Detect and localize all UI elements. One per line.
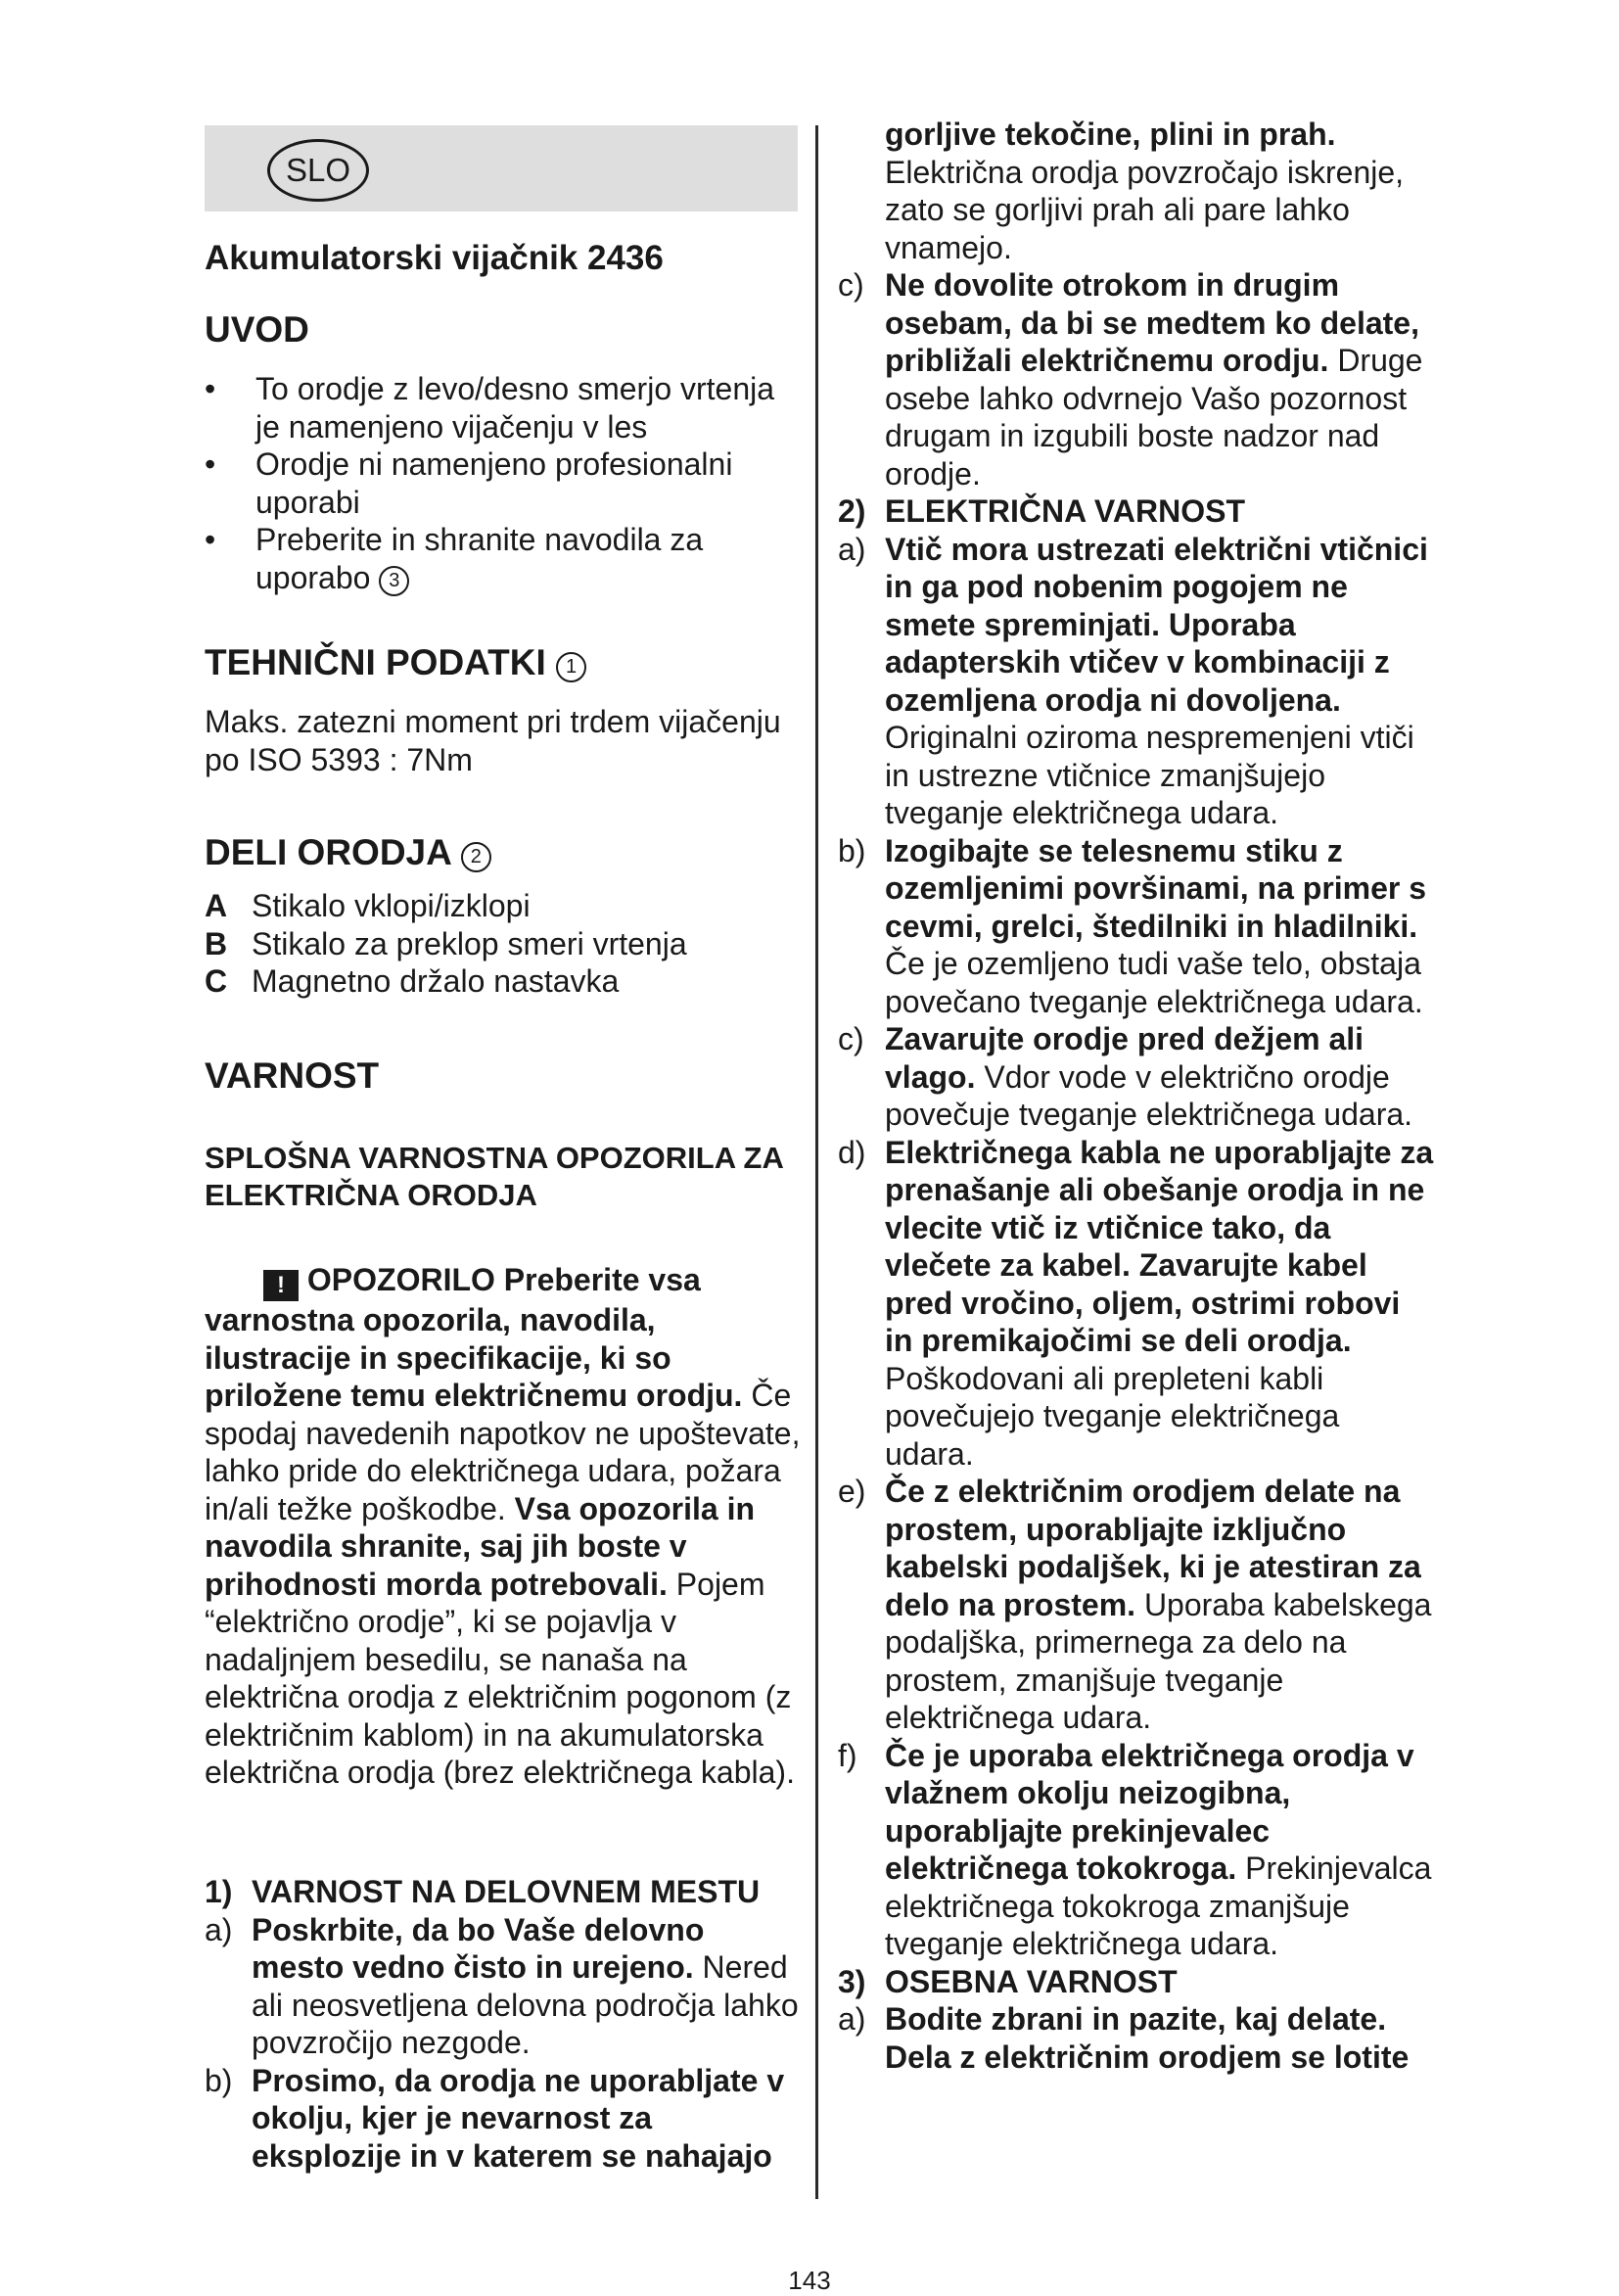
list-item: a) Bodite zbrani in pazite, kaj delate. Dela z električnim orodjem se lotite bbox=[838, 2001, 1410, 2075]
parts-heading: DELI ORODJA 2 bbox=[205, 832, 491, 873]
list-item: • Orodje ni namenjeno profesionalni uporabi bbox=[205, 446, 733, 520]
list-item: e) Če z električnim orodjem delate na prostem, uporabljajte izključno kabelski podaljšek, ki je atestiran za delo na prostem. Uporaba kabelskega podaljška, primernega za delo na prostem, zmanjšuje tveganje električnega udara. bbox=[838, 1474, 1432, 1735]
language-code-badge: SLO bbox=[267, 139, 369, 202]
warning-triangle-icon: ! bbox=[263, 1270, 299, 1301]
general-warning: ! OPOZORILO Preberite vsa varnostna opozorila, navodila, ilustracije in specifikacije, ki so priložene temu električnemu orodju. Če spodaj navedenih napotkov ne upoštevate, lahko pride do električnega udara, požara in/ali težke poškodbe. Vsa opozorila in navodila shranite, saj jih boste v prihodnosti morda potrebovali. Pojem “električno orodje”, ki se pojavlja v nadaljnjem besedilu, se nanaša na električna orodja z električnim pogonom (z električnim kablom) in na akumulatorska električna orodja (brez električnega kabla). bbox=[205, 1262, 801, 1790]
list-item: a) Poskrbite, da bo Vaše delovno mesto vedno čisto in urejeno. Nered ali neosvetljena delovna področja lahko povzročijo nezgode. bbox=[205, 1911, 799, 2060]
product-title: Akumulatorski vijačnik 2436 bbox=[205, 239, 664, 277]
safety-heading: VARNOST bbox=[205, 1055, 380, 1096]
list-item: c) Zavarujte orodje pred dežjem ali vlago. Vdor vode v električno orodje povečuje tveganje električnega udara. bbox=[838, 1021, 1413, 1132]
list-item: A Stikalo vklopi/izklopi bbox=[205, 888, 531, 923]
list-item: a) Vtič mora ustrezati električni vtičnici in ga pod nobenim pogojem ne smete spreminjati. Uporaba adapterskih vtičev v kombinaciji z ozemljena orodja ni dovoljena. Originalni oziroma nespremenjeni vtiči in ustrezne vtičnice zmanjšujejo tveganje električnega udara. bbox=[838, 531, 1428, 830]
safety-subheading: SPLOŠNA VARNOSTNA OPOZORILA ZA ELEKTRIČNA ORODJA bbox=[205, 1141, 783, 1212]
column-divider bbox=[815, 125, 818, 2199]
tech-heading: TEHNIČNI PODATKI 1 bbox=[205, 642, 586, 683]
list-item: b) Izogibajte se telesnemu stiku z ozemljenimi površinami, na primer s cevmi, grelci, štedilniki in hladilniki. Če je ozemljeno tudi vaše telo, obstaja povečano tveganje električnega udara. bbox=[838, 832, 1427, 1019]
section-heading: 2) ELEKTRIČNA VARNOST bbox=[838, 493, 1245, 529]
section-heading: 1) VARNOST NA DELOVNEM MESTU bbox=[205, 1874, 761, 1909]
right-column-text bbox=[838, 116, 1435, 2076]
list-item: d) Električnega kabla ne uporabljajte za prenašanje ali obešanje orodja in ne vlecite vtič iz vtičnice tako, da vlečete za kabel. Zavarujte kabel pred vročino, oljem, ostrimi robovi in premikajočimi se deli orodja. Poškodovani ali prepleteni kabli povečujejo tveganje električnega udara. bbox=[838, 1134, 1434, 1472]
list-item: • To orodje z levo/desno smerjo vrtenja je namenjeno vijačenju v les bbox=[205, 371, 775, 445]
list-item: f) Če je uporaba električnega orodja v vlažnem okolju neizogibna, uporabljajte prekinjevalec električnega tokokroga. Prekinjevalca električnega tokokroga zmanjšuje tveganje električnega udara. bbox=[838, 1737, 1432, 1961]
list-item: C Magnetno držalo nastavka bbox=[205, 963, 620, 999]
intro-heading: UVOD bbox=[205, 309, 309, 350]
workplace-section bbox=[205, 1873, 802, 2175]
intro-bullet-list bbox=[205, 370, 802, 596]
list-item: c) Ne dovolite otrokom in drugim osebam, da bi se medtem ko delate, približali električnemu orodju. Druge osebe lahko odvrnejo Vašo pozornost drugam in izgubili boste nadzor nad orodje. bbox=[838, 267, 1423, 492]
tech-spec-text: Maks. zatezni moment pri trdem vijačenju po ISO 5393 : 7Nm bbox=[205, 704, 781, 777]
figure-ref-3: 3 bbox=[379, 566, 409, 596]
list-item: B Stikalo za preklop smeri vrtenja bbox=[205, 925, 687, 961]
section-heading: 3) OSEBNA VARNOST bbox=[838, 1963, 1178, 1999]
page-number: 143 bbox=[788, 2266, 831, 2295]
list-item: b) Prosimo, da orodja ne uporabljate v okolju, kjer je nevarnost za eksplozije in v katerem se nahajajo bbox=[205, 2062, 785, 2174]
parts-list bbox=[205, 887, 802, 1001]
list-item: • Preberite in shranite navodila za uporabo 3 bbox=[205, 522, 704, 595]
figure-ref-2: 2 bbox=[461, 842, 491, 872]
list-item-continued: gorljive tekočine, plini in prah. Električna orodja povzročajo iskrenje, zato se gorljivi prah ali pare lahko vnamejo. bbox=[885, 117, 1405, 265]
language-header-bar bbox=[205, 125, 798, 211]
figure-ref-1: 1 bbox=[556, 652, 586, 682]
